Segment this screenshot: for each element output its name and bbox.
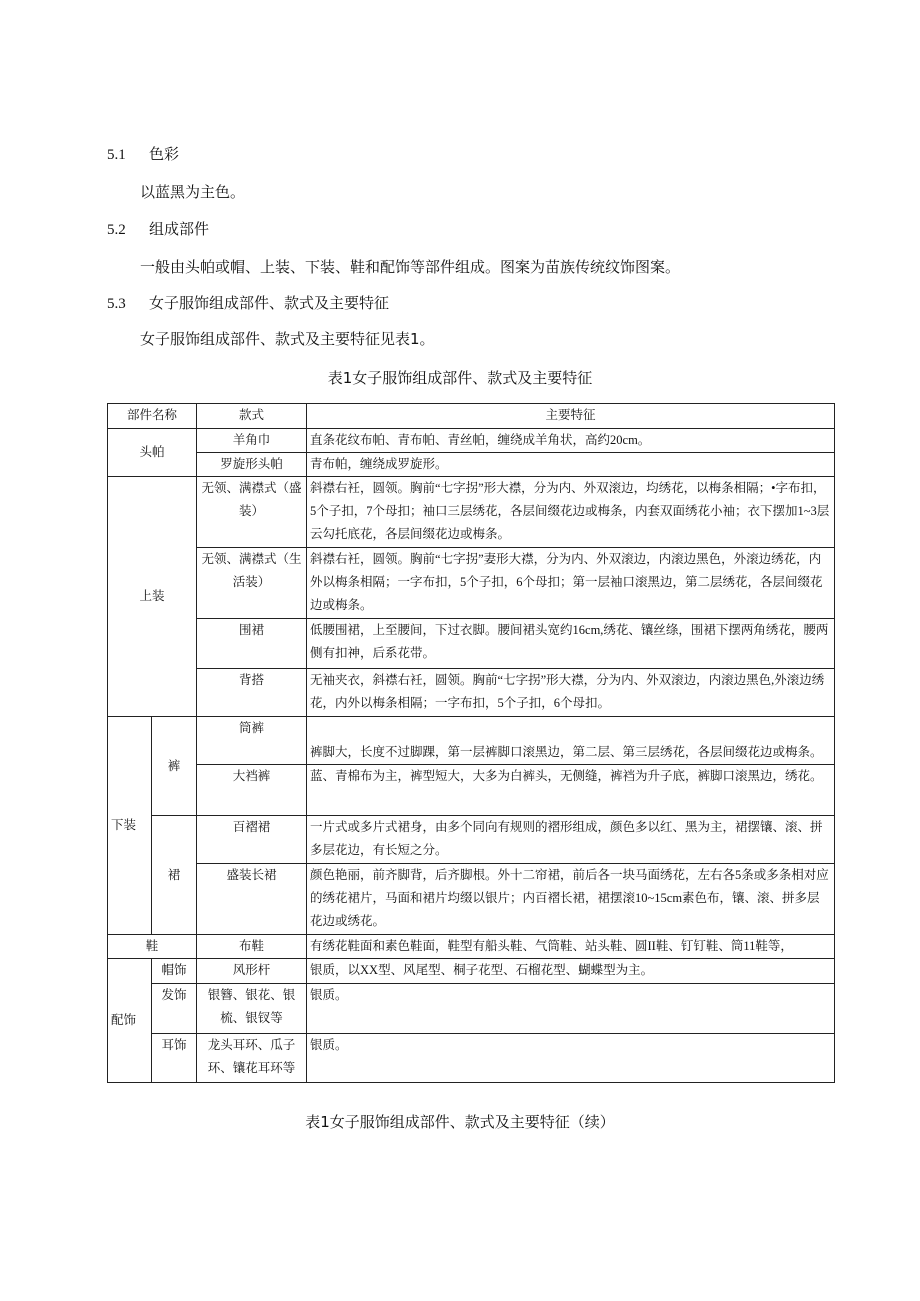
subpart-cell: 发饰 [152, 984, 197, 1034]
section-5-2-heading [107, 218, 209, 239]
table-row [108, 717, 835, 765]
style-cell: 无领、满襟式（盛装） [197, 477, 307, 548]
subpart-qun: 裙 [152, 816, 197, 935]
feature-cell: 银质，以XX型、风尾型、桐子花型、石榴花型、蝴蝶型为主。 [307, 959, 835, 984]
subpart-cell: 帽饰 [152, 959, 197, 984]
table-row [108, 477, 835, 548]
part-xiazhuang: 下装 [108, 717, 152, 935]
table-row [108, 959, 835, 984]
header-part: 部件名称 [108, 404, 197, 429]
table-row [108, 984, 835, 1034]
feature-cell: 直条花纹布帕、青布帕、青丝帕，缠绕成羊角状，高约20cm。 [307, 429, 835, 453]
section-title: 女子服饰组成部件、款式及主要特征 [149, 294, 390, 312]
table-row [108, 1034, 835, 1083]
table-row [108, 864, 835, 935]
section-5-2-body: 一般由头帕或帽、上装、下装、鞋和配饰等部件组成。图案为苗族传统纹饰图案。 [140, 258, 681, 276]
clothing-table [107, 403, 835, 1083]
style-cell: 背搭 [197, 669, 307, 717]
style-cell: 大裆裤 [197, 765, 307, 816]
style-cell: 盛装长裙 [197, 864, 307, 935]
feature-cell: 蓝、青棉布为主，裤型短大，大多为白裤头，无侧缝，裤裆为升子底，裤脚口滚黑边，绣花。 [307, 765, 835, 816]
section-5-3-body: 女子服饰组成部件、款式及主要特征见表1。 [140, 330, 435, 348]
style-cell: 风形杆 [197, 959, 307, 984]
feature-cell: 银质。 [307, 984, 835, 1034]
part-xie: 鞋 [108, 935, 197, 959]
table-caption: 表1女子服饰组成部件、款式及主要特征 [327, 369, 593, 387]
table-row [108, 935, 835, 959]
feature-cell: 有绣花鞋面和素色鞋面，鞋型有船头鞋、气筒鞋、站头鞋、圆II鞋、钉钉鞋、筒11鞋等， [307, 935, 835, 959]
table-row [108, 816, 835, 864]
table-row [108, 429, 835, 453]
style-cell: 银簪、银花、银梳、银钗等 [197, 984, 307, 1034]
table-caption-continued: 表1女子服饰组成部件、款式及主要特征（续） [305, 1113, 615, 1131]
feature-cell: 斜襟右衽，圆领。胸前“七字拐”形大襟，分为内、外双滚边，均绣花，以梅条相隔；•字布扣，5个子扣，7个母扣；袖口三层绣花，各层间缀花边或梅条，内套双面绣花小袖；衣下摆加1~3层云勾托底花，各层间缀花边或梅条。 [307, 477, 835, 548]
section-title: 组成部件 [149, 220, 210, 238]
table-row [108, 669, 835, 717]
feature-cell: 银质。 [307, 1034, 835, 1083]
style-cell: 筒裤 [197, 717, 307, 765]
table-header-row [108, 404, 835, 429]
section-number: 5.1 [107, 147, 126, 163]
header-feature: 主要特征 [307, 404, 835, 429]
part-shangzhuang: 上装 [108, 477, 197, 717]
style-cell: 布鞋 [197, 935, 307, 959]
feature-cell: 低腰围裙，上至腰间，下过衣脚。腰间裙头宽约16cm,绣花、镶丝绦，围裙下摆两角绣花，腰两侧有扣神，后系花带。 [307, 619, 835, 669]
part-toupa: 头帕 [108, 429, 197, 477]
feature-cell: 斜襟右衽，圆领。胸前“七字拐”妻形大襟，分为内、外双滚边，内滚边黑色，外滚边绣花，内外以梅条相隔；一字布扣，5个子扣，6个母扣；第一层袖口滚黑边，第二层绣花，各层间缀花边或梅条。 [307, 548, 835, 619]
style-cell: 百褶裙 [197, 816, 307, 864]
style-cell: 围裙 [197, 619, 307, 669]
feature-cell: 颜色艳丽，前齐脚背，后齐脚根。外十二帘裙，前后各一块马面绣花，左右各5条或多条相对应的绣花裙片，马面和裙片均缀以银片；内百褶长裙，裙摆滚10~15cm素色布，镶、滚、拼多层花边或绣花。 [307, 864, 835, 935]
style-cell: 无领、满襟式（生活装） [197, 548, 307, 619]
table-row [108, 453, 835, 477]
section-title: 色彩 [149, 145, 180, 163]
table-row [108, 765, 835, 816]
header-style: 款式 [197, 404, 307, 429]
style-cell: 罗旋形头帕 [197, 453, 307, 477]
section-number: 5.3 [107, 296, 126, 312]
subpart-ku: 裤 [152, 717, 197, 816]
section-number: 5.2 [107, 222, 126, 238]
section-5-1-heading [107, 143, 179, 164]
subpart-cell: 耳饰 [152, 1034, 197, 1083]
style-cell: 龙头耳环、瓜子环、镶花耳环等 [197, 1034, 307, 1083]
feature-cell: 无袖夹衣，斜襟右衽，圆领。胸前“七字拐”形大襟，分为内、外双滚边，内滚边黑色,外滚边绣花，内外以梅条相隔；一字布扣，5个子扣，6个母扣。 [307, 669, 835, 717]
feature-cell: 裤脚大，长度不过脚踝，第一层裤脚口滚黑边，第二层、第三层绣花，各层间缀花边或梅条。 [307, 717, 835, 765]
style-cell: 羊角巾 [197, 429, 307, 453]
section-5-3-heading [107, 292, 389, 313]
section-5-1-body: 以蓝黑为主色。 [140, 183, 246, 201]
table-row [108, 619, 835, 669]
feature-cell: 一片式或多片式裙身，由多个同向有规则的褶形组成，颜色多以红、黑为主，裙摆镶、滚、拼多层花边，有长短之分。 [307, 816, 835, 864]
feature-cell: 青布帕，缠绕成罗旋形。 [307, 453, 835, 477]
part-peishi: 配饰 [108, 959, 152, 1083]
table-row [108, 548, 835, 619]
